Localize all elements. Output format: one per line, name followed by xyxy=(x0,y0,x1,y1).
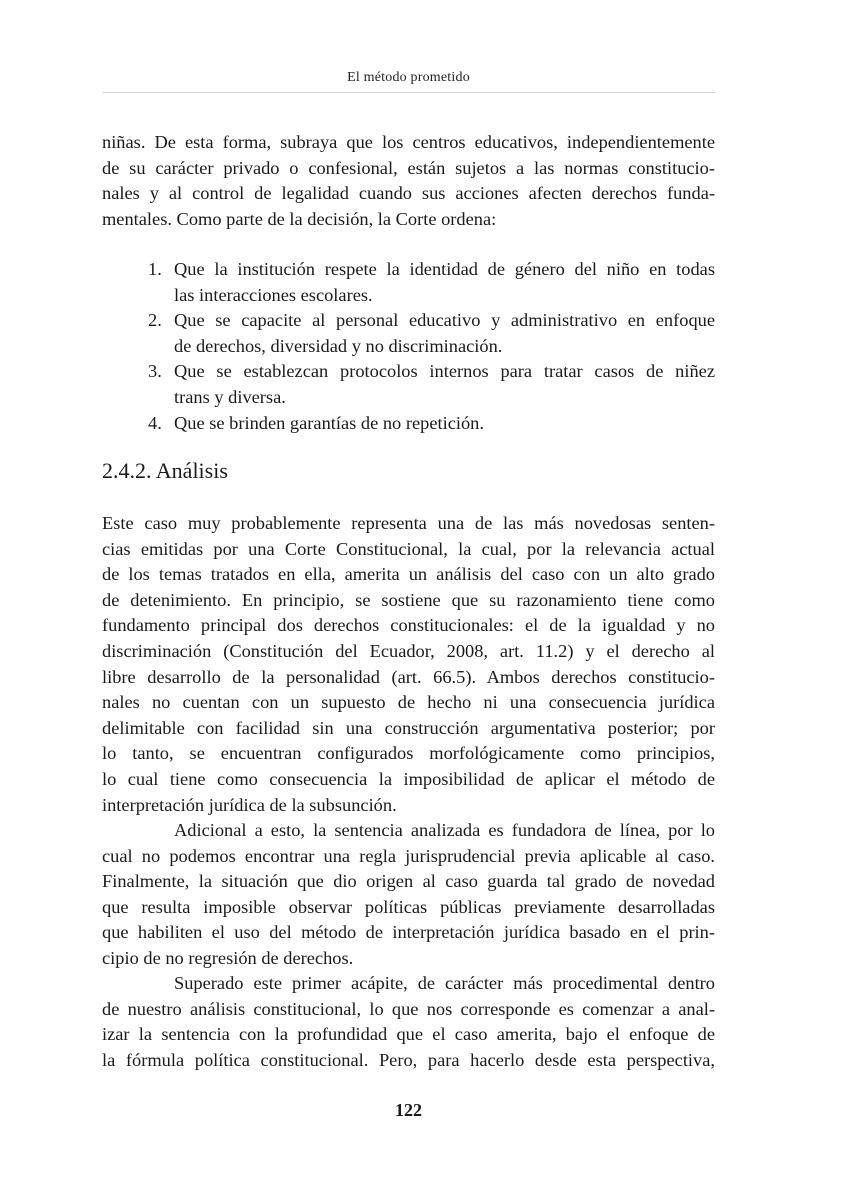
text-line: izar la sentencia con la profundidad que el caso amerita, bajo el enfoque de xyxy=(102,1024,715,1045)
text-line: de nuestro análisis constitucional, lo que nos corresponde es comenzar a anal- xyxy=(102,998,715,1019)
text-line: niñas. De esta forma, subraya que los centros educativos, independientemente xyxy=(102,132,715,152)
analysis-paragraph xyxy=(102,511,715,818)
section-heading: 2.4.2. Análisis xyxy=(102,458,228,483)
text-line: lo tanto, se encuentran configurados morfológicamente como principios, xyxy=(102,743,715,764)
text-line: las interacciones escolares. xyxy=(174,284,373,305)
text-line: cual no podemos encontrar una regla jurisprudencial previa aplicable al caso. xyxy=(102,845,715,866)
list-item xyxy=(148,257,715,308)
text-line: de su carácter privado o confesional, están sujetos a las normas constitucio- xyxy=(102,157,715,178)
text-line: de derechos, diversidad y no discriminación. xyxy=(174,335,503,356)
text-line: Que se brinden garantías de no repetición. xyxy=(174,412,484,433)
page-number: 122 xyxy=(395,1100,422,1120)
text-line: trans y diversa. xyxy=(174,386,286,407)
orders-list xyxy=(148,257,715,436)
text-line: cias emitidas por una Corte Constitucional, la cual, por la relevancia actual xyxy=(102,538,715,559)
list-item xyxy=(148,308,715,359)
analysis-paragraph xyxy=(102,971,715,1073)
text-line: Que se capacite al personal educativo y administrativo en enfoque xyxy=(174,310,715,331)
text-line: cipio de no regresión de derechos. xyxy=(102,947,354,968)
running-header: El método prometido xyxy=(347,70,470,85)
text-line: que habiliten el uso del método de interpretación jurídica basado en el prin- xyxy=(102,922,715,943)
list-item xyxy=(148,411,715,437)
text-line: fundamento principal dos derechos constitucionales: el de la igualdad y no xyxy=(102,615,715,636)
list-number: 1. xyxy=(148,259,162,279)
text-line: de los temas tratados en ella, amerita un análisis del caso con un alto grado xyxy=(102,564,715,585)
text-line: lo cual tiene como consecuencia la imposibilidad de aplicar el método de xyxy=(102,768,715,789)
text-line: Superado este primer acápite, de carácter más procedimental dentro xyxy=(174,973,715,993)
text-line: Finalmente, la situación que dio origen al caso guarda tal grado de novedad xyxy=(102,871,715,892)
list-number: 4. xyxy=(148,412,162,433)
list-item xyxy=(148,359,715,410)
text-line: Que la institución respete la identidad de género del niño en todas xyxy=(174,259,715,279)
text-line: delimitable con facilidad sin una construcción argumentativa posterior; por xyxy=(102,717,715,738)
text-line: Este caso muy probablemente representa una de las más novedosas senten- xyxy=(102,513,715,533)
intro-paragraph xyxy=(102,130,715,232)
text-line: nales y al control de legalidad cuando sus acciones afecten derechos funda- xyxy=(102,183,715,204)
text-line: la fórmula política constitucional. Pero, para hacerlo desde esta perspectiva, xyxy=(102,1049,715,1070)
text-line: que resulta imposible observar políticas públicas previamente desarrolladas xyxy=(102,896,715,917)
list-number: 2. xyxy=(148,310,162,331)
header-rule xyxy=(102,92,715,93)
text-line: Adicional a esto, la sentencia analizada es fundadora de línea, por lo xyxy=(174,820,715,840)
text-line: discriminación (Constitución del Ecuador, 2008, art. 11.2) y el derecho al xyxy=(102,640,715,661)
text-line: de detenimiento. En principio, se sostiene que su razonamiento tiene como xyxy=(102,589,715,610)
analysis-paragraph xyxy=(102,818,715,972)
text-line: mentales. Como parte de la decisión, la Corte ordena: xyxy=(102,208,497,229)
text-line: Que se establezcan protocolos internos para tratar casos de niñez xyxy=(174,361,715,382)
list-number: 3. xyxy=(148,361,162,382)
text-line: interpretación jurídica de la subsunción. xyxy=(102,794,397,815)
text-line: nales no cuentan con un supuesto de hecho ni una consecuencia jurídica xyxy=(102,692,715,713)
text-line: libre desarrollo de la personalidad (art. 66.5). Ambos derechos constitucio- xyxy=(102,666,715,687)
